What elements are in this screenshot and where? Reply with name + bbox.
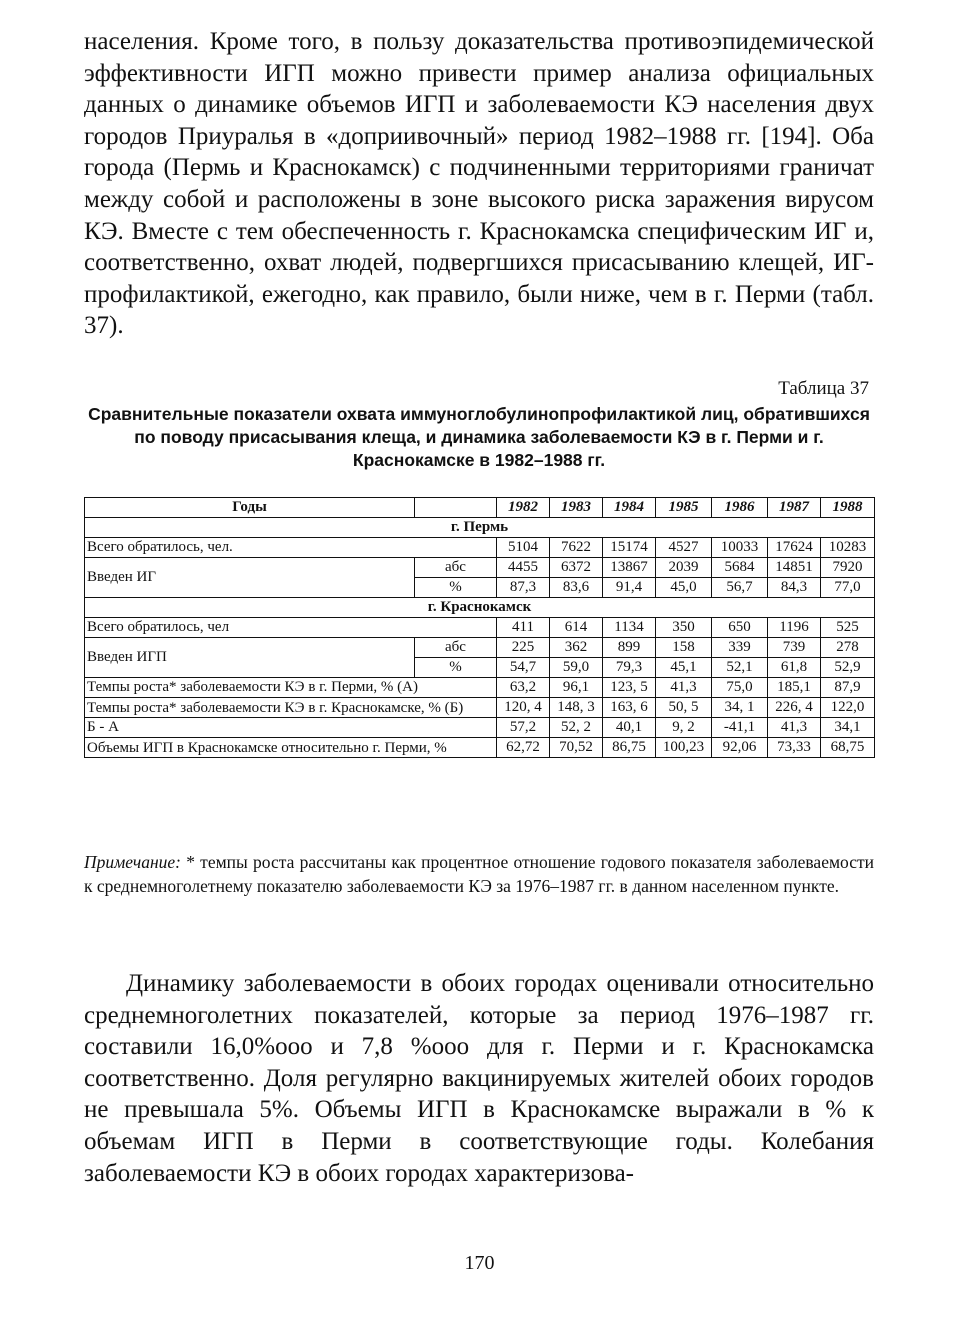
row-label: Темпы роста* заболеваемости КЭ в г. Краснокамске, % (Б) xyxy=(85,698,497,718)
sub-label: абс xyxy=(415,638,497,658)
table-cell: 650 xyxy=(712,618,768,638)
table-row xyxy=(85,738,875,758)
table-cell: 56,7 xyxy=(712,578,768,598)
table-cell: 41,3 xyxy=(656,678,712,698)
table-cell: 120, 4 xyxy=(497,698,550,718)
table-cell: 10283 xyxy=(821,538,875,558)
table-title: Сравнительные показатели охвата иммуноглобулинопрофилактикой лиц, обратившихся по поводу присасывания клеща, и динамика заболеваемости КЭ в г. Перми и г. Краснокамске в 1982–1988 гг. xyxy=(88,404,870,470)
table-row xyxy=(85,538,875,558)
table-cell: 739 xyxy=(768,638,821,658)
table-cell: 10033 xyxy=(712,538,768,558)
table-cell: 62,72 xyxy=(497,738,550,758)
row-label: Б - А xyxy=(85,718,497,738)
table-cell: 41,3 xyxy=(768,718,821,738)
row-label: Темпы роста* заболеваемости КЭ в г. Перми, % (А) xyxy=(85,678,497,698)
table-cell: 614 xyxy=(550,618,603,638)
header-row xyxy=(85,498,875,518)
section-row-perm xyxy=(85,518,875,538)
table-cell: 158 xyxy=(656,638,712,658)
table-cell: 7622 xyxy=(550,538,603,558)
table-cell: 13867 xyxy=(603,558,656,578)
table-cell: 52,9 xyxy=(821,658,875,678)
table-cell: 77,0 xyxy=(821,578,875,598)
year-1988: 1988 xyxy=(821,498,875,518)
table-cell: 52, 2 xyxy=(550,718,603,738)
table-cell: 17624 xyxy=(768,538,821,558)
table-cell: 4455 xyxy=(497,558,550,578)
body-paragraph-1: населения. Кроме того, в пользу доказательства противоэпидемической эффективности ИГП можно привести пример анализа официальных данных о динамике объемов ИГП и заболеваемости КЭ населения двух городов Приуралья в «доприивочный» период 1982–1988 гг. [194]. Оба города (Пермь и Краснокамск) с подчиненными территориями граничат между собой и расположены в зоне высокого риска заражения вирусом КЭ. Вместе с тем обеспеченность г. Краснокамска специфическим ИГ и, соответственно, охват людей, подвергшихся присасыванию клещей, ИГ-профилактикой, ежегодно, как правило, были ниже, чем в г. Перми (табл. 37). xyxy=(84,28,874,340)
table-cell: 362 xyxy=(550,638,603,658)
year-1987: 1987 xyxy=(768,498,821,518)
section-krasnokamsk: г. Краснокамск xyxy=(85,598,875,618)
table-cell: 59,0 xyxy=(550,658,603,678)
table-cell: 34, 1 xyxy=(712,698,768,718)
section-perm: г. Пермь xyxy=(85,518,875,538)
table-cell: 225 xyxy=(497,638,550,658)
year-1983: 1983 xyxy=(550,498,603,518)
table-cell: 226, 4 xyxy=(768,698,821,718)
table-cell: 9, 2 xyxy=(656,718,712,738)
table-cell: 70,52 xyxy=(550,738,603,758)
table-cell: 163, 6 xyxy=(603,698,656,718)
table-row xyxy=(85,618,875,638)
table-row xyxy=(85,678,875,698)
table-cell: 278 xyxy=(821,638,875,658)
table-cell: 15174 xyxy=(603,538,656,558)
table-note xyxy=(84,850,874,898)
body-paragraph-2: Динамику заболеваемости в обоих городах оценивали относительно среднемноголетних показателей, которые за период 1976–1987 гг. составили 16,0%ооо и 7,8 %ооо для г. Перми и г. Краснокамска соответственно. Доля регулярно вакцинируемых жителей обоих городов не превышала 5%. Объемы ИГП в Краснокамске выражали в % к объемам ИГП в Перми в соответствующие годы. Колебания заболеваемости КЭ в обоих городах характеризова- xyxy=(84,970,874,1187)
data-table xyxy=(84,497,875,758)
table-cell: 899 xyxy=(603,638,656,658)
table-cell: 96,1 xyxy=(550,678,603,698)
year-1985: 1985 xyxy=(656,498,712,518)
table-cell: 52,1 xyxy=(712,658,768,678)
table-cell: 87,3 xyxy=(497,578,550,598)
header-spacer xyxy=(415,498,497,518)
table-row xyxy=(85,638,875,658)
table-cell: 148, 3 xyxy=(550,698,603,718)
table-number: Таблица 37 xyxy=(778,378,869,399)
page-number: 170 xyxy=(464,1252,495,1274)
table-row xyxy=(85,558,875,578)
row-label: Введен ИГП xyxy=(85,638,415,678)
table-cell: 83,6 xyxy=(550,578,603,598)
table-cell: 45,1 xyxy=(656,658,712,678)
sub-label: % xyxy=(415,658,497,678)
table-cell: -41,1 xyxy=(712,718,768,738)
table-cell: 6372 xyxy=(550,558,603,578)
row-label: Всего обратилось, чел. xyxy=(85,538,497,558)
table-cell: 79,3 xyxy=(603,658,656,678)
table-cell: 2039 xyxy=(656,558,712,578)
table-cell: 57,2 xyxy=(497,718,550,738)
table-cell: 40,1 xyxy=(603,718,656,738)
table-cell: 100,23 xyxy=(656,738,712,758)
table-cell: 525 xyxy=(821,618,875,638)
table-cell: 73,33 xyxy=(768,738,821,758)
table-cell: 1134 xyxy=(603,618,656,638)
table-cell: 50, 5 xyxy=(656,698,712,718)
year-1986: 1986 xyxy=(712,498,768,518)
table-cell: 61,8 xyxy=(768,658,821,678)
table-cell: 123, 5 xyxy=(603,678,656,698)
note-text: * темпы роста рассчитаны как процентное отношение годового показателя заболеваемости к среднемноголетнему показателю заболеваемости КЭ за 1976–1987 гг. в данном населенном пункте. xyxy=(84,852,874,896)
sub-label: абс xyxy=(415,558,497,578)
row-label: Введен ИГ xyxy=(85,558,415,598)
table-cell: 63,2 xyxy=(497,678,550,698)
table-cell: 350 xyxy=(656,618,712,638)
table-cell: 185,1 xyxy=(768,678,821,698)
year-1984: 1984 xyxy=(603,498,656,518)
table-cell: 14851 xyxy=(768,558,821,578)
note-label: Примечание: xyxy=(84,852,181,872)
table-cell: 339 xyxy=(712,638,768,658)
table-cell: 54,7 xyxy=(497,658,550,678)
table-cell: 34,1 xyxy=(821,718,875,738)
table-cell: 5104 xyxy=(497,538,550,558)
table-cell: 92,06 xyxy=(712,738,768,758)
years-header-label: Годы xyxy=(85,498,415,518)
table-cell: 84,3 xyxy=(768,578,821,598)
table-cell: 122,0 xyxy=(821,698,875,718)
row-label: Объемы ИГП в Краснокамске относительно г. Перми, % xyxy=(85,738,497,758)
sub-label: % xyxy=(415,578,497,598)
table-row xyxy=(85,718,875,738)
row-label: Всего обратилось, чел xyxy=(85,618,497,638)
table-cell: 86,75 xyxy=(603,738,656,758)
year-1982: 1982 xyxy=(497,498,550,518)
table-cell: 411 xyxy=(497,618,550,638)
table-row xyxy=(85,698,875,718)
table-cell: 45,0 xyxy=(656,578,712,598)
table-cell: 75,0 xyxy=(712,678,768,698)
table-cell: 68,75 xyxy=(821,738,875,758)
table-cell: 1196 xyxy=(768,618,821,638)
table-cell: 91,4 xyxy=(603,578,656,598)
table-cell: 7920 xyxy=(821,558,875,578)
table-cell: 87,9 xyxy=(821,678,875,698)
table-cell: 4527 xyxy=(656,538,712,558)
section-row-krasnokamsk xyxy=(85,598,875,618)
table-cell: 5684 xyxy=(712,558,768,578)
